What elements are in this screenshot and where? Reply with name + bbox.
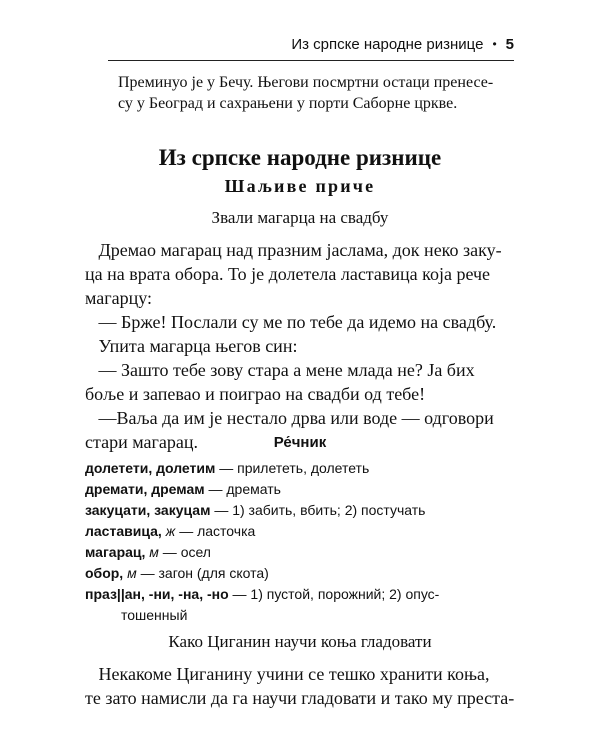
glossary-entry (85, 563, 525, 584)
running-title: Из српске народне ризнице (291, 36, 484, 53)
story-line: боље и запевао и поиграо на свадби од тебе! (85, 384, 426, 404)
story-line: —Ваља да им је нестало дрва или воде — одговори (85, 408, 494, 428)
glossary-term: закуцати, закуцам (85, 502, 211, 518)
story2-title: Како Циганин научи коња гладовати (168, 632, 432, 651)
glossary-entry (85, 542, 525, 563)
story-line: ца на врата обора. То је долетела ластавица која рече (85, 264, 491, 284)
glossary-gram: м (145, 544, 159, 560)
glossary-term: долетети, долетим (85, 460, 216, 476)
glossary-gram: м (123, 565, 137, 581)
glossary-term: праз||ан, -ни, -на, -но (85, 586, 229, 602)
glossary-entry (85, 479, 525, 500)
story-text (85, 238, 515, 454)
intro-line: Преминуо је у Бечу. Његови посмртни остаци пренесе- (118, 74, 494, 91)
story-line: — Брже! Послали су ме по тебе да идемо на свадбу. (85, 312, 497, 332)
story-line: Дремао магарац над празним јаслама, док неко заку- (85, 240, 502, 260)
glossary-definition: — 1) пустой, порожний; 2) опус- (228, 586, 440, 602)
story-line: стари магарац. (85, 432, 198, 452)
glossary-entry (85, 584, 525, 605)
glossary-definition: — ласточка (175, 523, 256, 539)
intro-paragraph (118, 72, 493, 114)
story-line: магарцу: (85, 288, 153, 308)
running-head (108, 36, 514, 56)
glossary-definition: — осел (158, 544, 211, 560)
story-line: — Зашто тебе зову стара а мене млада не? Ја бих (85, 360, 475, 380)
story-title: Звали магарца на свадбу (211, 208, 389, 227)
glossary-term: магарац, (85, 544, 146, 560)
story2-line: Некакоме Циганину учини се тешко хранити коња, (85, 664, 490, 684)
section-title: Из српске народне ризнице (158, 145, 442, 170)
glossary-term: дремати, дремам (85, 481, 205, 497)
glossary-title: Ре́чник (273, 434, 327, 451)
glossary-entry (85, 500, 525, 521)
glossary-gram: ж (161, 523, 176, 539)
glossary-definition: — дремать (204, 481, 281, 497)
glossary-term: ластавица, (85, 523, 162, 539)
story-line: Упита магарца његов син: (85, 336, 298, 356)
glossary-term: обор, (85, 565, 124, 581)
page-number: 5 (505, 36, 514, 53)
glossary-definition: — 1) забить, вбить; 2) постучать (210, 502, 426, 518)
header-rule (108, 60, 514, 61)
glossary-definition: — прилететь, долететь (215, 460, 370, 476)
intro-line: су у Београд и сахрањени у порти Саборне цркве. (118, 95, 458, 112)
glossary-continuation: тошенный (121, 607, 188, 623)
glossary-entry (85, 458, 525, 479)
story2-line: те зато намисли да га научи гладовати и тако му преста- (85, 688, 515, 708)
story2-text (85, 662, 515, 710)
glossary-entry (85, 521, 525, 542)
glossary-definition: — загон (для скота) (136, 565, 269, 581)
bullet-separator: • (492, 37, 497, 51)
section-subtitle: Шаљиве приче (224, 176, 376, 196)
glossary-list (85, 458, 525, 626)
